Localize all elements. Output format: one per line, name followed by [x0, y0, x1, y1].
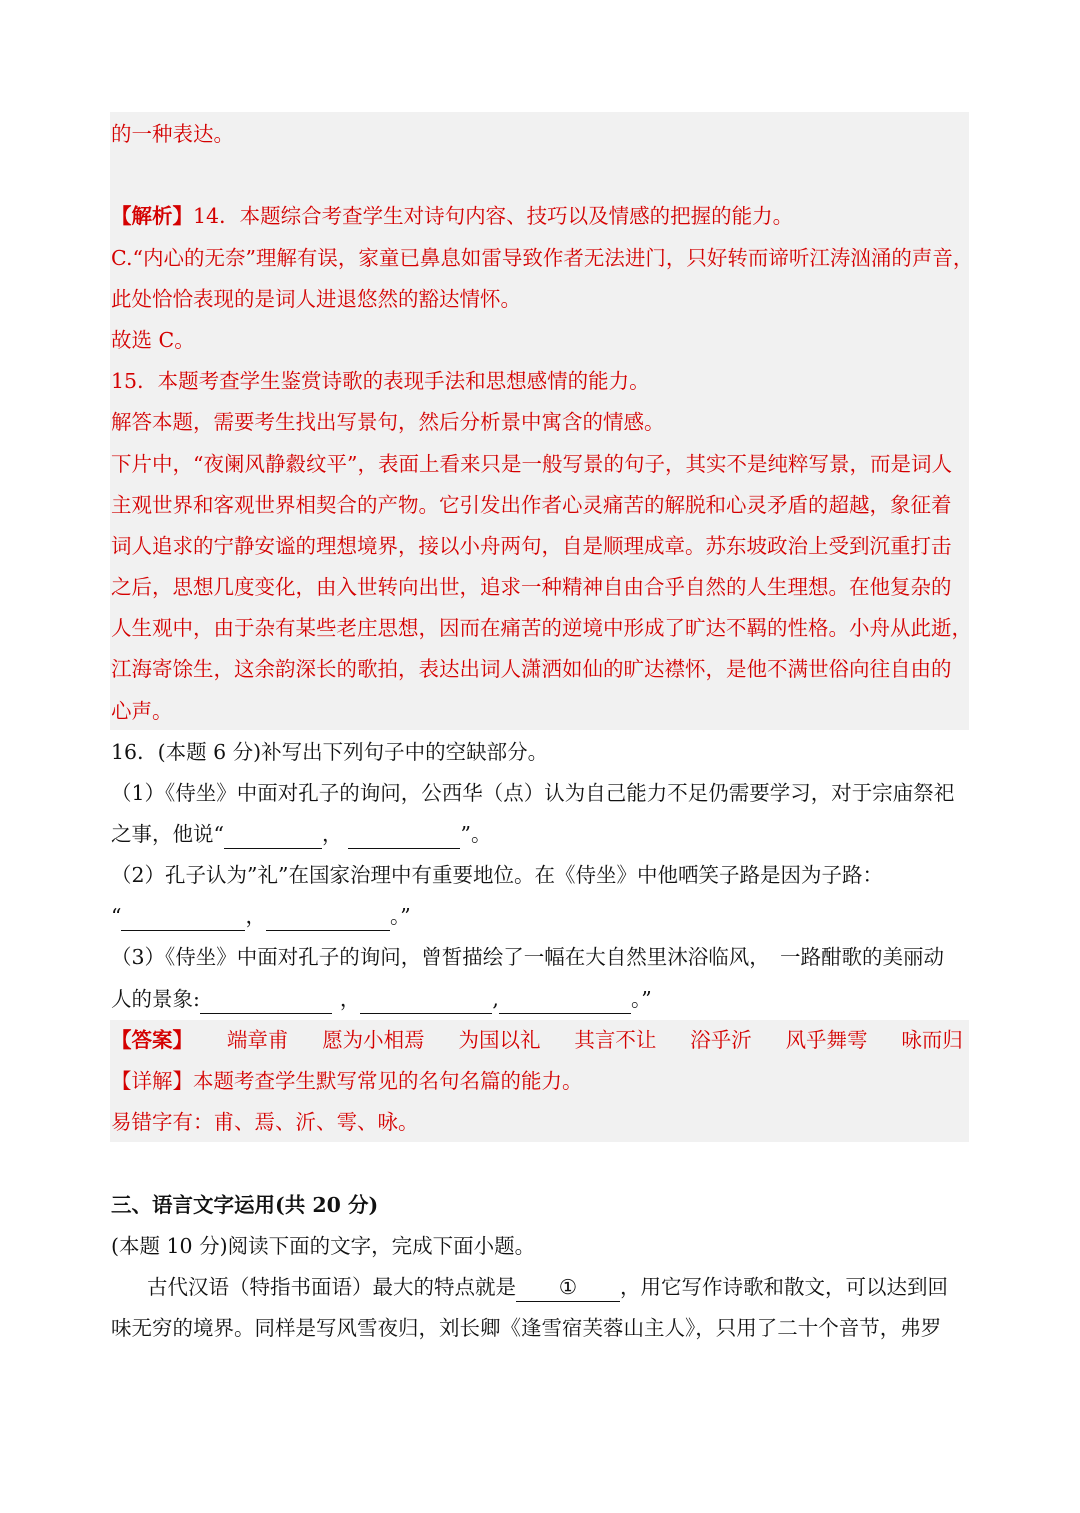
answer-item: 其言不让	[574, 1028, 657, 1052]
analysis-14-c1: C.“内心的无奈”理解有误，家童已鼻息如雷导致作者无法进门，只好转而谛听江涛汹涌的声音，	[111, 246, 974, 270]
analysis-15-p4: 之后，思想几度变化，由入世转向出世，追求一种精神自由合乎自然的人生理想。在他复杂的	[111, 575, 952, 599]
answer-item: 为国以礼	[458, 1028, 541, 1052]
q16-s3-sep1: ，	[339, 987, 361, 1011]
answer-item: 浴乎沂	[690, 1028, 752, 1052]
q16-s3-post: 。”	[630, 987, 652, 1011]
q16-s1-a: （1）《侍坐》中面对孔子的询问，公西华（点）认为自己能力不足仍需要学习，对于宗庙祭祀	[111, 781, 955, 805]
q16-s2-a: （2）孔子认为”礼”在国家治理中有重要地位。在《侍坐》中他哂笑子路是因为子路：	[111, 863, 884, 887]
fill-blank	[266, 902, 390, 931]
analysis-15-p1: 下片中，“夜阑风静縠纹平”，表面上看来只是一般写景的句子，其实不是纯粹写景，而是词人	[111, 452, 952, 476]
analysis-14-title	[111, 202, 969, 230]
analysis-14-c2: 此处恰恰表现的是词人进退悠然的豁达情怀。	[111, 287, 521, 311]
section3-p2: 味无穷的境界。同样是写风雪夜归，刘长卿《逢雪宿芙蓉山主人》，只用了二十个音节，弗罗	[111, 1316, 942, 1340]
analysis-15-p7: 心声。	[111, 699, 173, 723]
section3-p1-pre: 古代汉语（特指书面语）最大的特点就是	[147, 1275, 516, 1299]
analysis-15-title: 15．本题考查学生鉴赏诗歌的表现手法和思想感情的能力。	[111, 369, 650, 393]
analysis-15-p2: 主观世界和客观世界相契合的产物。它引发出作者心灵痛苦的解脱和心灵矛盾的超越，象征着	[111, 493, 952, 517]
q16-s3-a: （3）《侍坐》中面对孔子的询问，曾皙描绘了一幅在大自然里沐浴临风， 一路酣歌的美丽动	[111, 945, 945, 969]
answer-item: 咏而归	[901, 1028, 963, 1052]
section3-intro: (本题 10 分)阅读下面的文字，完成下面小题。	[111, 1234, 536, 1258]
analysis-label: 【解析】	[111, 204, 193, 228]
section3-p1-post: ，用它写作诗歌和散文，可以达到回	[620, 1275, 948, 1299]
q16-s3-sep2: ,	[492, 987, 499, 1011]
q16-detail: 【详解】本题考查学生默写常见的名句名篇的能力。	[111, 1069, 583, 1093]
q16-s2-pre: “	[111, 904, 122, 928]
fill-blank	[360, 985, 492, 1014]
fill-blank	[224, 820, 322, 849]
q16-answer-row	[111, 1026, 969, 1054]
fill-blank	[499, 985, 631, 1014]
q16-s1-b	[111, 820, 969, 849]
fill-blank	[348, 820, 460, 849]
q16-s2-post: 。”	[389, 904, 411, 928]
q16-typo: 易错字有：甫、焉、沂、雩、咏。	[111, 1110, 419, 1134]
q16-title: 16．(本题 6 分)补写出下列句子中的空缺部分。	[111, 740, 549, 764]
fill-blank	[121, 902, 245, 931]
analysis-15-p6: 江海寄馀生，这余韵深长的歌拍，表达出词人潇洒如仙的旷达襟怀，是他不满世俗向往自由的	[111, 657, 952, 681]
analysis-15-p3: 词人追求的宁静安谧的理想境界，接以小舟两句，自是顺理成章。苏东坡政治上受到沉重打击	[111, 534, 952, 558]
section3-heading: 三、语言文字运用(共 20 分)	[111, 1193, 379, 1217]
analysis-14-choice: 故选 C。	[111, 328, 195, 352]
analysis-14-text: 14．本题综合考查学生对诗句内容、技巧以及情感的把握的能力。	[193, 204, 794, 228]
q16-s1-sep: ，	[321, 822, 343, 846]
q16-s3-b	[111, 985, 969, 1014]
q16-s1-pre: 之事，他说“	[111, 822, 224, 846]
answer-item: 风乎舞雩	[785, 1028, 868, 1052]
analysis-line-0: 的一种表达。	[111, 122, 234, 146]
answer-item: 愿为小相焉	[322, 1028, 425, 1052]
q16-s2-b	[111, 902, 969, 931]
q16-s1-post: ”。	[460, 822, 492, 846]
section3-p1	[111, 1273, 969, 1302]
fill-blank	[200, 985, 332, 1014]
analysis-15-method: 解答本题，需要考生找出写景句，然后分析景中寓含的情感。	[111, 410, 665, 434]
blank-marker: ①	[516, 1273, 620, 1302]
analysis-15-p5: 人生观中，由于杂有某些老庄思想，因而在痛苦的逆境中形成了旷达不羁的性格。小舟从此逝，	[111, 616, 972, 640]
answer-label: 【答案】	[111, 1028, 193, 1052]
q16-s3-pre: 人的景象:	[111, 987, 200, 1011]
answer-item: 端章甫	[226, 1028, 289, 1052]
q16-s2-sep: ，	[245, 904, 266, 928]
